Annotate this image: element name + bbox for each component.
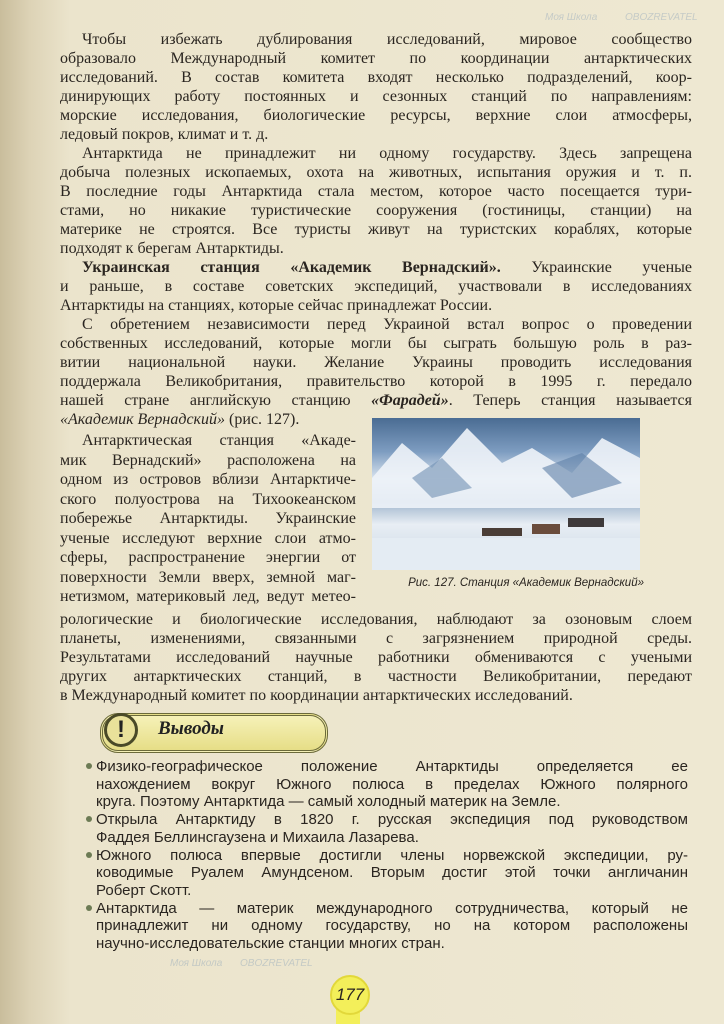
watermark: OBOZREVATEL	[625, 12, 698, 23]
text-line: исследований. В состав комитета входят несколько подразделений, коор-	[60, 69, 692, 86]
text-line	[60, 410, 360, 429]
bullet-icon	[86, 763, 92, 769]
text-line: круга. Поэтому Антарктида — самый холодный материк на Земле.	[96, 793, 561, 810]
text-line: Антарктида не принадлежит ни одному государству. Здесь запрещена	[82, 145, 692, 162]
text-line: Южного полюса впервые достигли члены норвежской экспедиции, ру-	[96, 846, 688, 864]
text-line: нахождением вокруг Южного полюса в пределах Южного полярного	[96, 775, 688, 793]
text-line: стами, но никакие туристические сооружения (гостиницы, станции) на	[60, 202, 692, 219]
bullet-icon	[86, 816, 92, 822]
text-line: планеты, изменениями, связанными с загрязнением природной среды.	[60, 630, 692, 647]
text-line: сферы, распространение энергии от	[60, 549, 356, 566]
text-line: Антарктиды на станциях, которые сейчас принадлежат России.	[60, 297, 493, 314]
text-line: Открыла Антарктиду в 1820 г. русская экспедиция под руководством	[96, 811, 688, 828]
station-photo	[372, 418, 640, 570]
conclusion-item	[88, 847, 688, 900]
text-line: Физико-географическое положение Антарктиды определяется ее	[96, 758, 688, 775]
text-line: морские исследования, биологические ресурсы, верхние слои атмосферы,	[60, 107, 692, 124]
text-continuation	[60, 610, 692, 705]
watermark: OBOZREVATEL	[240, 958, 313, 969]
antarctic-landscape-image	[372, 418, 640, 570]
text-line: принадлежит ни одному государству, но на котором расположены	[96, 917, 688, 934]
text-line	[60, 258, 692, 277]
text-line: Результатами исследований научные работники обмениваются с учеными	[60, 649, 692, 666]
bullet-icon	[86, 852, 92, 858]
conclusion-item	[88, 758, 688, 811]
text-line: одном из островов вблизи Антарктиче-	[60, 471, 356, 488]
station-name: «Академик Вернадский»	[60, 411, 226, 428]
narrow-text	[60, 431, 356, 607]
text-line: рологические и биологические исследования, наблюдают за озоновым слоем	[60, 611, 692, 628]
text-line: в Международный комитет по координации антарктических исследований.	[60, 687, 573, 704]
watermark: Моя Школа	[545, 12, 598, 23]
text-line: В последние годы Антарктида стала местом, которое часто посещается тури-	[60, 183, 692, 200]
page-number: 177	[330, 975, 370, 1015]
conclusions-title: Выводы	[158, 718, 224, 739]
figure-reference: (рис. 127).	[225, 411, 300, 428]
text-line: образовало Международный комитет по координации антарктических	[60, 50, 692, 67]
watermark: Моя Школа	[170, 958, 223, 969]
text-line: поддержала Великобритания, правительство которой в 1995 г. передало	[60, 373, 692, 390]
figure-caption: Рис. 127. Станция «Академик Вернадский»	[408, 577, 644, 589]
text-line: научно-исследовательские станции многих стран.	[96, 934, 445, 952]
text-line: Антарктическая станция «Акаде-	[82, 432, 356, 449]
text-line	[60, 391, 692, 410]
text-fragment: . Теперь станция называется	[448, 392, 693, 409]
text-line: Антарктида — материк международного сотрудничества, который не	[96, 899, 688, 917]
text-line: динирующих работу постоянных и сезонных станций по направлениям:	[60, 88, 692, 105]
text-line: ководимые Руалем Амундсеном. Вторым достиг этой точки англичанин	[96, 864, 688, 881]
text-line: и раньше, в составе советских экспедиций, участвовали в исследованиях	[60, 278, 692, 295]
text-line: материке не строятся. Все туристы живут на туристских кораблях, которые	[60, 221, 692, 238]
text-fragment: Украинские ученые	[500, 259, 692, 276]
conclusion-item	[88, 811, 688, 846]
text-line: мик Вернадский» расположена на	[60, 451, 356, 469]
text-line: побережье Антарктиды. Украинские	[60, 510, 356, 527]
text-line: Чтобы избежать дублирования исследований, мировое сообщество	[82, 31, 692, 48]
text-line: поверхности Земли вверх, земной маг-	[60, 568, 356, 586]
text-line: витии национальной науки. Желание Украины проводить исследования	[60, 354, 692, 371]
text-line: ского полуострова на Тихоокеанском	[60, 490, 356, 508]
text-fragment: нашей стране английскую станцию	[60, 392, 372, 409]
bullet-icon	[86, 905, 92, 911]
text-line: собственных исследований, которые могли бы сыграть большую роль в раз-	[60, 335, 692, 352]
text-line: Роберт Скотт.	[96, 881, 192, 899]
text-line: других антарктических станций, в частности Великобритании, передают	[60, 668, 692, 685]
text-line: Фаддея Беллинсгаузена и Михаила Лазарева.	[96, 828, 419, 846]
text-line: ученые исследуют верхние слои атмо-	[60, 529, 356, 547]
station-name: «Фарадей»	[371, 392, 449, 409]
section-heading: Украинская станция «Академик Вернадский».	[82, 259, 501, 276]
text-line: подходят к берегам Антарктиды.	[60, 240, 284, 257]
conclusion-item	[88, 900, 688, 953]
text-line: ледовый покров, климат и т. д.	[60, 126, 269, 143]
text-line: нетизмом, материковый лед, ведут метео-	[60, 588, 356, 605]
main-text	[60, 30, 692, 429]
text-line: добыча полезных ископаемых, охота на животных, испытания оружия и т. п.	[60, 164, 692, 181]
exclamation-icon: !	[104, 713, 138, 747]
text-line: С обретением независимости перед Украиной встал вопрос о проведении	[82, 316, 692, 333]
